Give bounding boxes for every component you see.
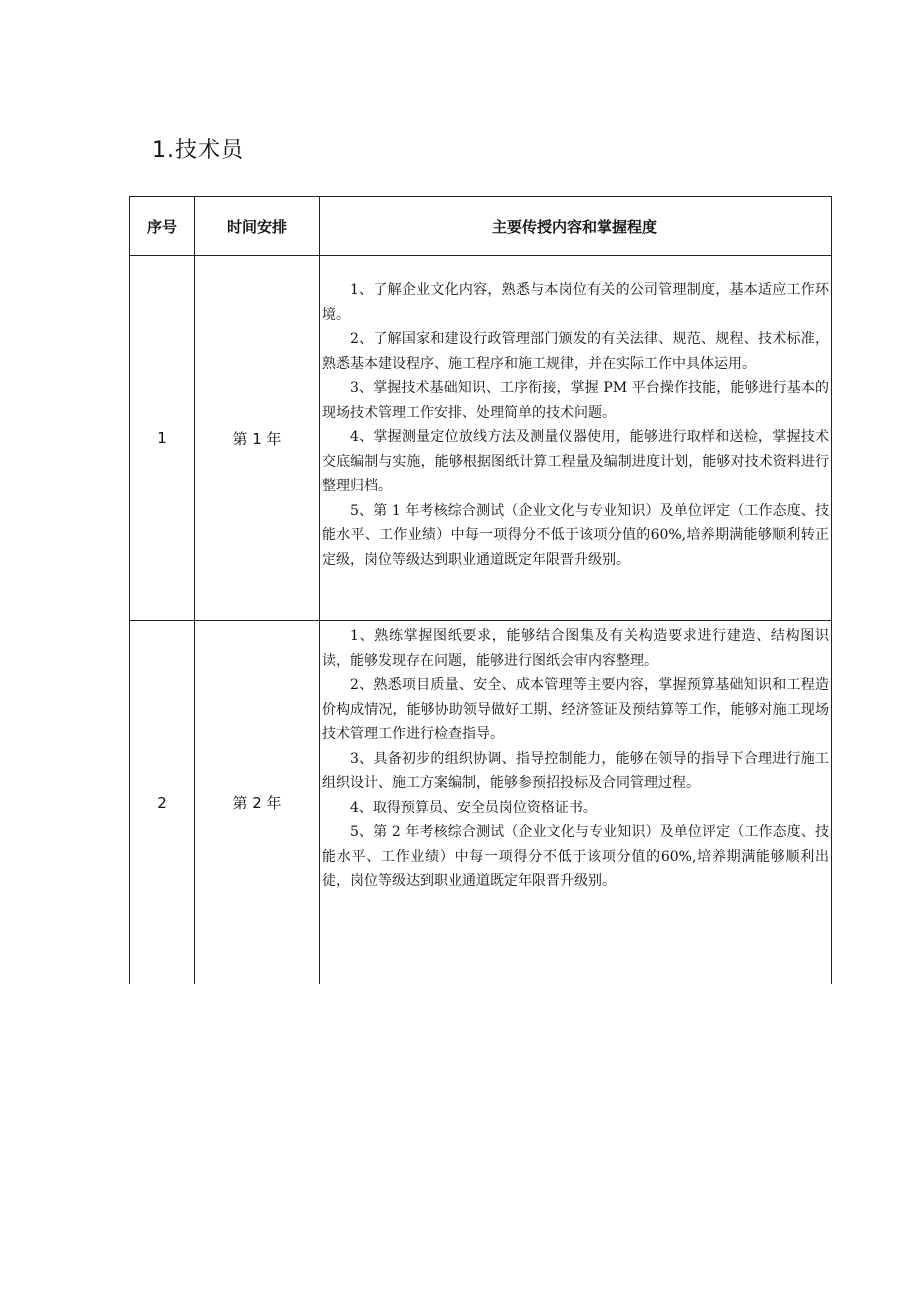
content-item: 5、第 2 年考核综合测试（企业文化与专业知识）及单位评定（工作态度、技能水平、工作业绩）中每一项得分不低于该项分值的60%,培养期满能够顺利出徒，岗位等级达到职业通道既定年限晋升级别。 [322, 824, 829, 889]
header-no: 序号 [130, 197, 195, 255]
row-no: 1 [130, 256, 195, 620]
content-item: 1、熟练掌握图纸要求，能够结合图集及有关构造要求进行建造、结构图识读，能够发现存在问题，能够进行图纸会审内容整理。 [322, 628, 829, 669]
content-item: 4、取得预算员、安全员岗位资格证书。 [350, 799, 597, 816]
content-item: 3、掌握技术基础知识、工序衔接，掌握 PM 平台操作技能，能够进行基本的现场技术管理工作安排、处理简单的技术问题。 [322, 380, 829, 421]
table-row [130, 621, 831, 984]
section-title: 1.技术员 [152, 138, 244, 163]
table-header-row [130, 197, 831, 256]
table-row [130, 256, 831, 621]
content-item: 4、掌握测量定位放线方法及测量仪器使用，能够进行取样和送检，掌握技术交底编制与实施，能够根据图纸计算工程量及编制进度计划，能够对技术资料进行整理归档。 [322, 429, 829, 494]
row-time: 第 2 年 [195, 621, 320, 984]
row-time: 第 1 年 [195, 256, 320, 620]
row-content [320, 621, 829, 984]
content-item: 1、了解企业文化内容，熟悉与本岗位有关的公司管理制度，基本适应工作环境。 [322, 282, 829, 323]
content-item: 5、第 1 年考核综合测试（企业文化与专业知识）及单位评定（工作态度、技能水平、工作业绩）中每一项得分不低于该项分值的60%,培养期满能够顺利转正定级，岗位等级达到职业通道既定年限晋升级别。 [322, 502, 829, 568]
content-item: 2、熟悉项目质量、安全、成本管理等主要内容，掌握预算基础知识和工程造价构成情况，能够协助领导做好工期、经济签证及预结算等工作，能够对施工现场技术管理工作进行检查指导。 [322, 677, 829, 742]
header-content: 主要传授内容和掌握程度 [491, 217, 657, 236]
header-time: 时间安排 [195, 197, 320, 255]
row-content [320, 256, 829, 620]
content-item: 2、了解国家和建设行政管理部门颁发的有关法律、规范、规程、技术标准，熟悉基本建设程序、施工程序和施工规律，并在实际工作中具体运用。 [322, 331, 829, 372]
content-item: 3、具备初步的组织协调、指导控制能力，能够在领导的指导下合理进行施工组织设计、施工方案编制，能够参预招投标及合同管理过程。 [322, 750, 829, 791]
training-table [129, 196, 832, 984]
row-no: 2 [130, 621, 195, 984]
